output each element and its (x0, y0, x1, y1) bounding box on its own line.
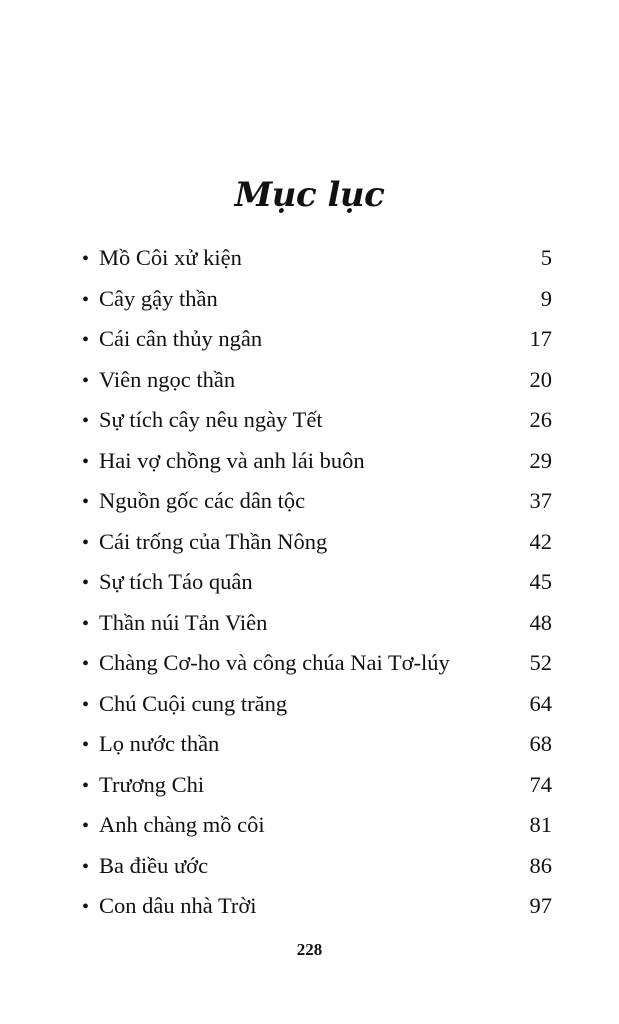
toc-entry-page: 68 (529, 731, 552, 756)
bullet-icon: • (82, 248, 90, 270)
toc-entry-title: Cái trống của Thần Nông (99, 528, 328, 554)
table-of-contents (82, 238, 552, 927)
toc-entry-title: Sự tích cây nêu ngày Tết (99, 407, 323, 432)
toc-entry-title: Lọ nước thần (99, 731, 220, 756)
toc-entry-title: Cái cân thủy ngân (99, 326, 263, 351)
bullet-icon: • (82, 329, 90, 351)
toc-entry-page: 20 (529, 366, 552, 392)
toc-entry (82, 805, 552, 846)
bullet-icon: • (82, 612, 90, 635)
toc-entry-title: Viên ngọc thần (99, 366, 236, 392)
toc-entry (82, 238, 552, 279)
bullet-icon: • (82, 734, 90, 756)
page-number: 228 (296, 940, 323, 959)
toc-entry (82, 643, 552, 684)
bullet-icon: • (82, 855, 90, 878)
bullet-icon: • (82, 815, 90, 837)
toc-entry-page: 48 (529, 609, 552, 635)
toc-entry-title: Chàng Cơ-ho và công chúa Nai Tơ-lúy (99, 650, 450, 675)
bullet-icon: • (82, 288, 90, 311)
bullet-icon: • (82, 410, 90, 432)
toc-entry-page: 42 (529, 528, 552, 554)
toc-entry (82, 319, 552, 360)
toc-entry-title: Ba điều ước (99, 852, 209, 878)
page-title: Mục lục (234, 174, 385, 215)
toc-entry-title: Hai vợ chồng và anh lái buôn (99, 447, 365, 473)
toc-entry (82, 360, 552, 401)
toc-entry (82, 441, 552, 482)
bullet-icon: • (82, 572, 90, 594)
toc-entry-title: Chú Cuội cung trăng (99, 690, 288, 716)
toc-entry-page: 45 (529, 569, 552, 594)
bullet-icon: • (82, 491, 90, 513)
toc-entry (82, 603, 552, 644)
toc-entry-page: 5 (540, 245, 552, 270)
toc-entry (82, 522, 552, 563)
bullet-icon: • (82, 369, 90, 392)
toc-entry-title: Sự tích Táo quân (99, 569, 253, 594)
toc-entry-page: 17 (529, 326, 552, 351)
toc-entry (82, 886, 552, 927)
toc-entry-page: 86 (529, 852, 552, 878)
toc-entry-title: Trương Chi (99, 771, 205, 797)
toc-entry-page: 29 (529, 447, 552, 473)
toc-entry-page: 52 (529, 650, 552, 675)
toc-entry (82, 765, 552, 806)
toc-entry (82, 684, 552, 725)
toc-entry-title: Mồ Côi xử kiện (99, 245, 242, 270)
toc-entry (82, 481, 552, 522)
toc-entry (82, 846, 552, 887)
bullet-icon: • (82, 896, 90, 918)
toc-entry-page: 37 (529, 488, 552, 513)
toc-entry (82, 724, 552, 765)
toc-entry-page: 74 (529, 771, 552, 797)
toc-entry-page: 64 (529, 690, 552, 716)
toc-entry (82, 279, 552, 320)
toc-entry-title: Con dâu nhà Trời (99, 893, 257, 918)
toc-entry-title: Cây gậy thần (99, 285, 218, 311)
toc-entry-page: 9 (540, 285, 552, 311)
bullet-icon: • (82, 693, 90, 716)
toc-entry (82, 562, 552, 603)
bullet-icon: • (82, 450, 90, 473)
toc-entry-title: Thần núi Tản Viên (99, 609, 268, 635)
bullet-icon: • (82, 531, 90, 554)
toc-entry-title: Anh chàng mồ côi (99, 812, 265, 837)
toc-entry-page: 26 (529, 407, 552, 432)
toc-entry-page: 81 (529, 812, 552, 837)
bullet-icon: • (82, 653, 90, 675)
toc-entry-page: 97 (529, 893, 552, 918)
toc-entry-title: Nguồn gốc các dân tộc (99, 488, 306, 513)
bullet-icon: • (82, 774, 90, 797)
toc-entry (82, 400, 552, 441)
